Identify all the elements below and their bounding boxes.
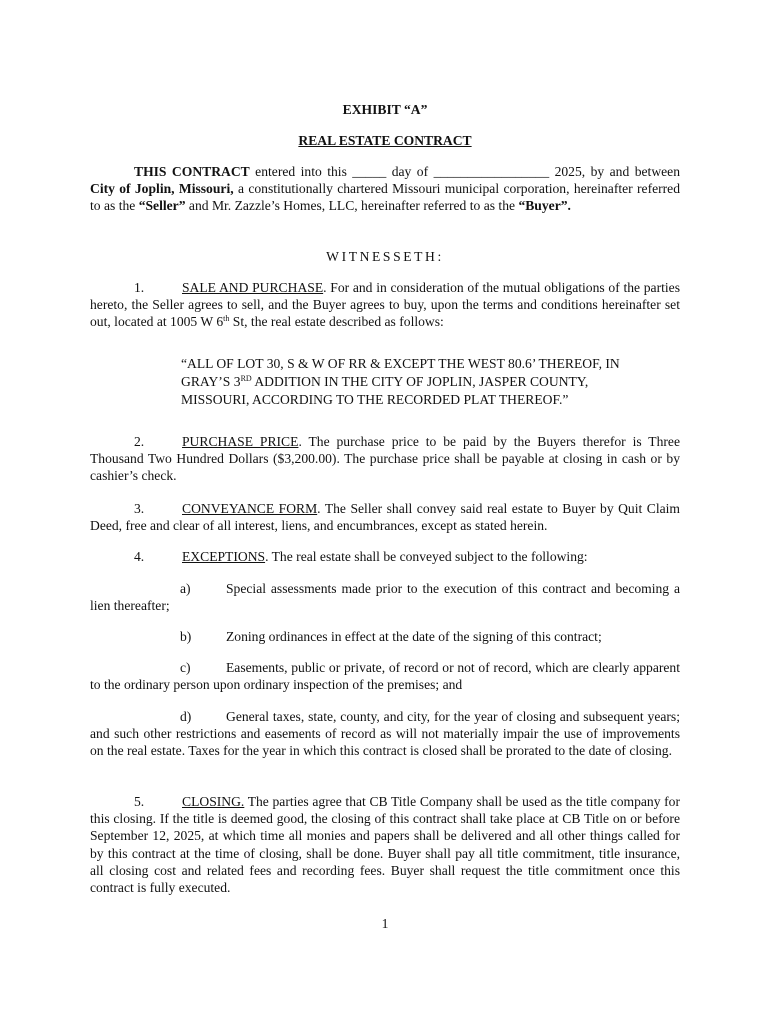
section-2 xyxy=(90,433,680,485)
exception-text-a: Special assessments made prior to the execution of this contract and becoming a lien thereafter; xyxy=(90,581,680,614)
section-5-number: 5. xyxy=(134,794,145,809)
exhibit-title: EXHIBIT “A” xyxy=(342,102,428,117)
legal-description xyxy=(181,355,676,409)
section-1-heading: SALE AND PURCHASE xyxy=(182,280,324,295)
exception-label-b: b) xyxy=(180,629,192,644)
section-4-text: . The real estate shall be conveyed subject to the following: xyxy=(265,549,588,564)
legal-line-2 xyxy=(181,373,676,391)
witnesseth-heading: WITNESSETH: xyxy=(326,249,444,264)
seller-term: “Seller” xyxy=(138,198,186,214)
section-2-number: 2. xyxy=(134,434,145,449)
intro-text-2: a constitutionally chartered Missouri municipal corporation, hereinafter referred to as the xyxy=(90,181,681,214)
section-1-text-a: . For and in consideration of the mutual obligations of the parties hereto, the Seller agrees to sell, and the Buyer agrees to buy, upon the terms and conditions hereinafter set out, located at 1005 W 6 xyxy=(90,280,680,330)
legal-line-3: MISSOURI, ACCORDING TO THE RECORDED PLAT THEREOF.” xyxy=(181,392,569,407)
section-3-number: 3. xyxy=(134,501,145,516)
intro-text-3: and Mr. Zazzle’s Homes, LLC, hereinafter referred to as the xyxy=(185,198,519,214)
legal-line-2b: ADDITION IN THE CITY OF JOPLIN, JASPER COUNTY, xyxy=(251,374,589,389)
buyer-term: “Buyer”. xyxy=(518,198,571,214)
exception-label-a: a) xyxy=(180,581,191,596)
legal-line-1: “ALL OF LOT 30, S & W OF RR & EXCEPT THE WEST 80.6’ THEREOF, IN xyxy=(181,356,620,371)
exception-item-d xyxy=(90,708,680,760)
exception-item-b xyxy=(90,628,680,645)
exception-text-c: Easements, public or private, of record or not of record, which are clearly apparent to the ordinary person upon ordinary inspection of the premises; and xyxy=(90,660,680,693)
section-1-text-b: St, the real estate described as follows: xyxy=(229,314,444,330)
intro-paragraph xyxy=(90,163,680,215)
section-2-text: . The purchase price to be paid by the Buyers therefor is Three Thousand Two Hundred Dollars ($3,200.00). The purchase price shall be payable at closing in cash or by cashier’s check. xyxy=(90,434,680,484)
section-3 xyxy=(90,500,680,534)
section-3-heading: CONVEYANCE FORM xyxy=(182,501,318,516)
section-4-number: 4. xyxy=(134,549,145,564)
section-5-text: The parties agree that CB Title Company shall be used as the title company for this closing. If the title is deemed good, the closing of this contract shall take place at CB Title on or before September 12, 2025, at which time all monies and papers shall be delivered and all other things called for by this contract at the time of closing, shall be done. Buyer shall pay all title commitment, title insurance, all closing cost and related fees and recording fees. Buyer shall request the title commitment once this contract is fully executed. xyxy=(90,794,680,896)
intro-text-1: entered into this _____ day of _________________ 2025, by and between xyxy=(249,164,680,179)
section-3-text: . The Seller shall convey said real estate to Buyer by Quit Claim Deed, free and clear of all interest, liens, and encumbrances, except as stated herein. xyxy=(90,501,680,534)
contract-title: REAL ESTATE CONTRACT xyxy=(298,133,472,148)
legal-line-2a: GRAY’S 3 xyxy=(181,374,241,389)
section-2-heading: PURCHASE PRICE xyxy=(182,434,299,449)
exception-item-a xyxy=(90,580,680,614)
section-4-heading: EXCEPTIONS xyxy=(182,549,266,564)
section-1-number: 1. xyxy=(134,280,145,295)
seller-name: City of Joplin, Missouri, xyxy=(90,181,234,197)
section-5 xyxy=(90,793,680,896)
legal-line-2-sup: RD xyxy=(240,374,252,383)
exception-label-c: c) xyxy=(180,660,191,675)
exception-label-d: d) xyxy=(180,709,192,724)
exception-item-c xyxy=(90,659,680,693)
section-4 xyxy=(90,548,680,565)
page-number: 1 xyxy=(381,916,389,931)
intro-lead: THIS CONTRACT xyxy=(134,164,250,179)
section-1 xyxy=(90,279,680,331)
exception-text-b: Zoning ordinances in effect at the date of the signing of this contract; xyxy=(226,629,602,644)
section-1-sup: th xyxy=(223,314,230,324)
section-5-heading: CLOSING. xyxy=(182,794,245,809)
exception-text-d: General taxes, state, county, and city, for the year of closing and subsequent years; and such other restrictions and easements of record as will not materially impair the use of improvements on the real estate. Taxes for the year in which this contract is closed shall be prorated to the date of closing. xyxy=(90,709,680,759)
